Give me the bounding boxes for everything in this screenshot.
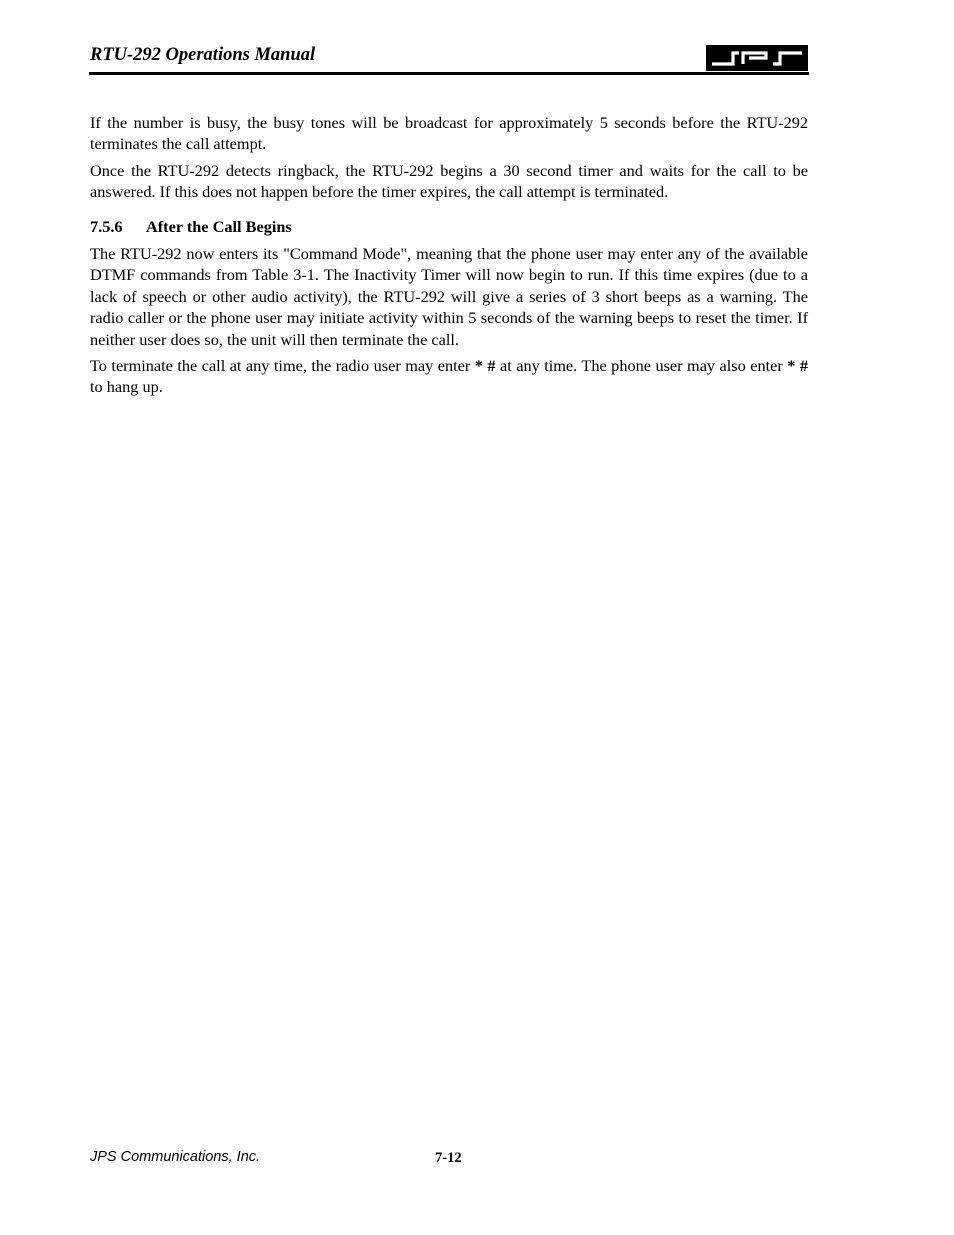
paragraph-busy-tones: If the number is busy, the busy tones will be broadcast for approximately 5 seconds before the RTU-292 terminates the call attempt. — [90, 113, 808, 154]
terminate-code-2: * # — [787, 356, 809, 376]
paragraph-command-mode: The RTU-292 now enters its "Command Mode", meaning that the phone user may enter any of the available DTMF commands from Table 3-1. The Inactivity Timer will now begin to run. If this time expires (due to a lack of speech or other audio activity), the RTU-292 will give a series of 3 short beeps as a warning. The radio caller or the phone user may initiate activity within 5 seconds of the warning beeps to reset the timer. If neither user does so, the unit will then terminate the call. — [90, 244, 808, 349]
terminate-code-1: * # — [474, 356, 496, 376]
section-number: 7.5.6 — [90, 216, 123, 236]
header-title: RTU-292 Operations Manual — [90, 45, 316, 65]
terminate-text-2: at any time. The phone user may also enter — [495, 356, 788, 376]
document-body — [90, 112, 808, 403]
paragraph-ringback: Once the RTU-292 detects ringback, the RTU-292 begins a 30 second timer and waits for the call to be answered. If this does not happen before the timer expires, the call attempt is terminated. — [90, 160, 808, 202]
jps-logo-icon — [706, 45, 808, 71]
header-rule — [89, 72, 809, 75]
section-heading — [90, 216, 808, 237]
footer-company: JPS Communications, Inc. — [90, 1149, 261, 1165]
page-number: 7-12 — [435, 1150, 462, 1166]
terminate-text-3: to hang up. — [90, 377, 163, 397]
paragraph-terminate-call — [90, 355, 808, 398]
section-title: After the Call Begins — [146, 216, 292, 236]
terminate-text-1: To terminate the call at any time, the radio user may enter — [90, 356, 475, 376]
